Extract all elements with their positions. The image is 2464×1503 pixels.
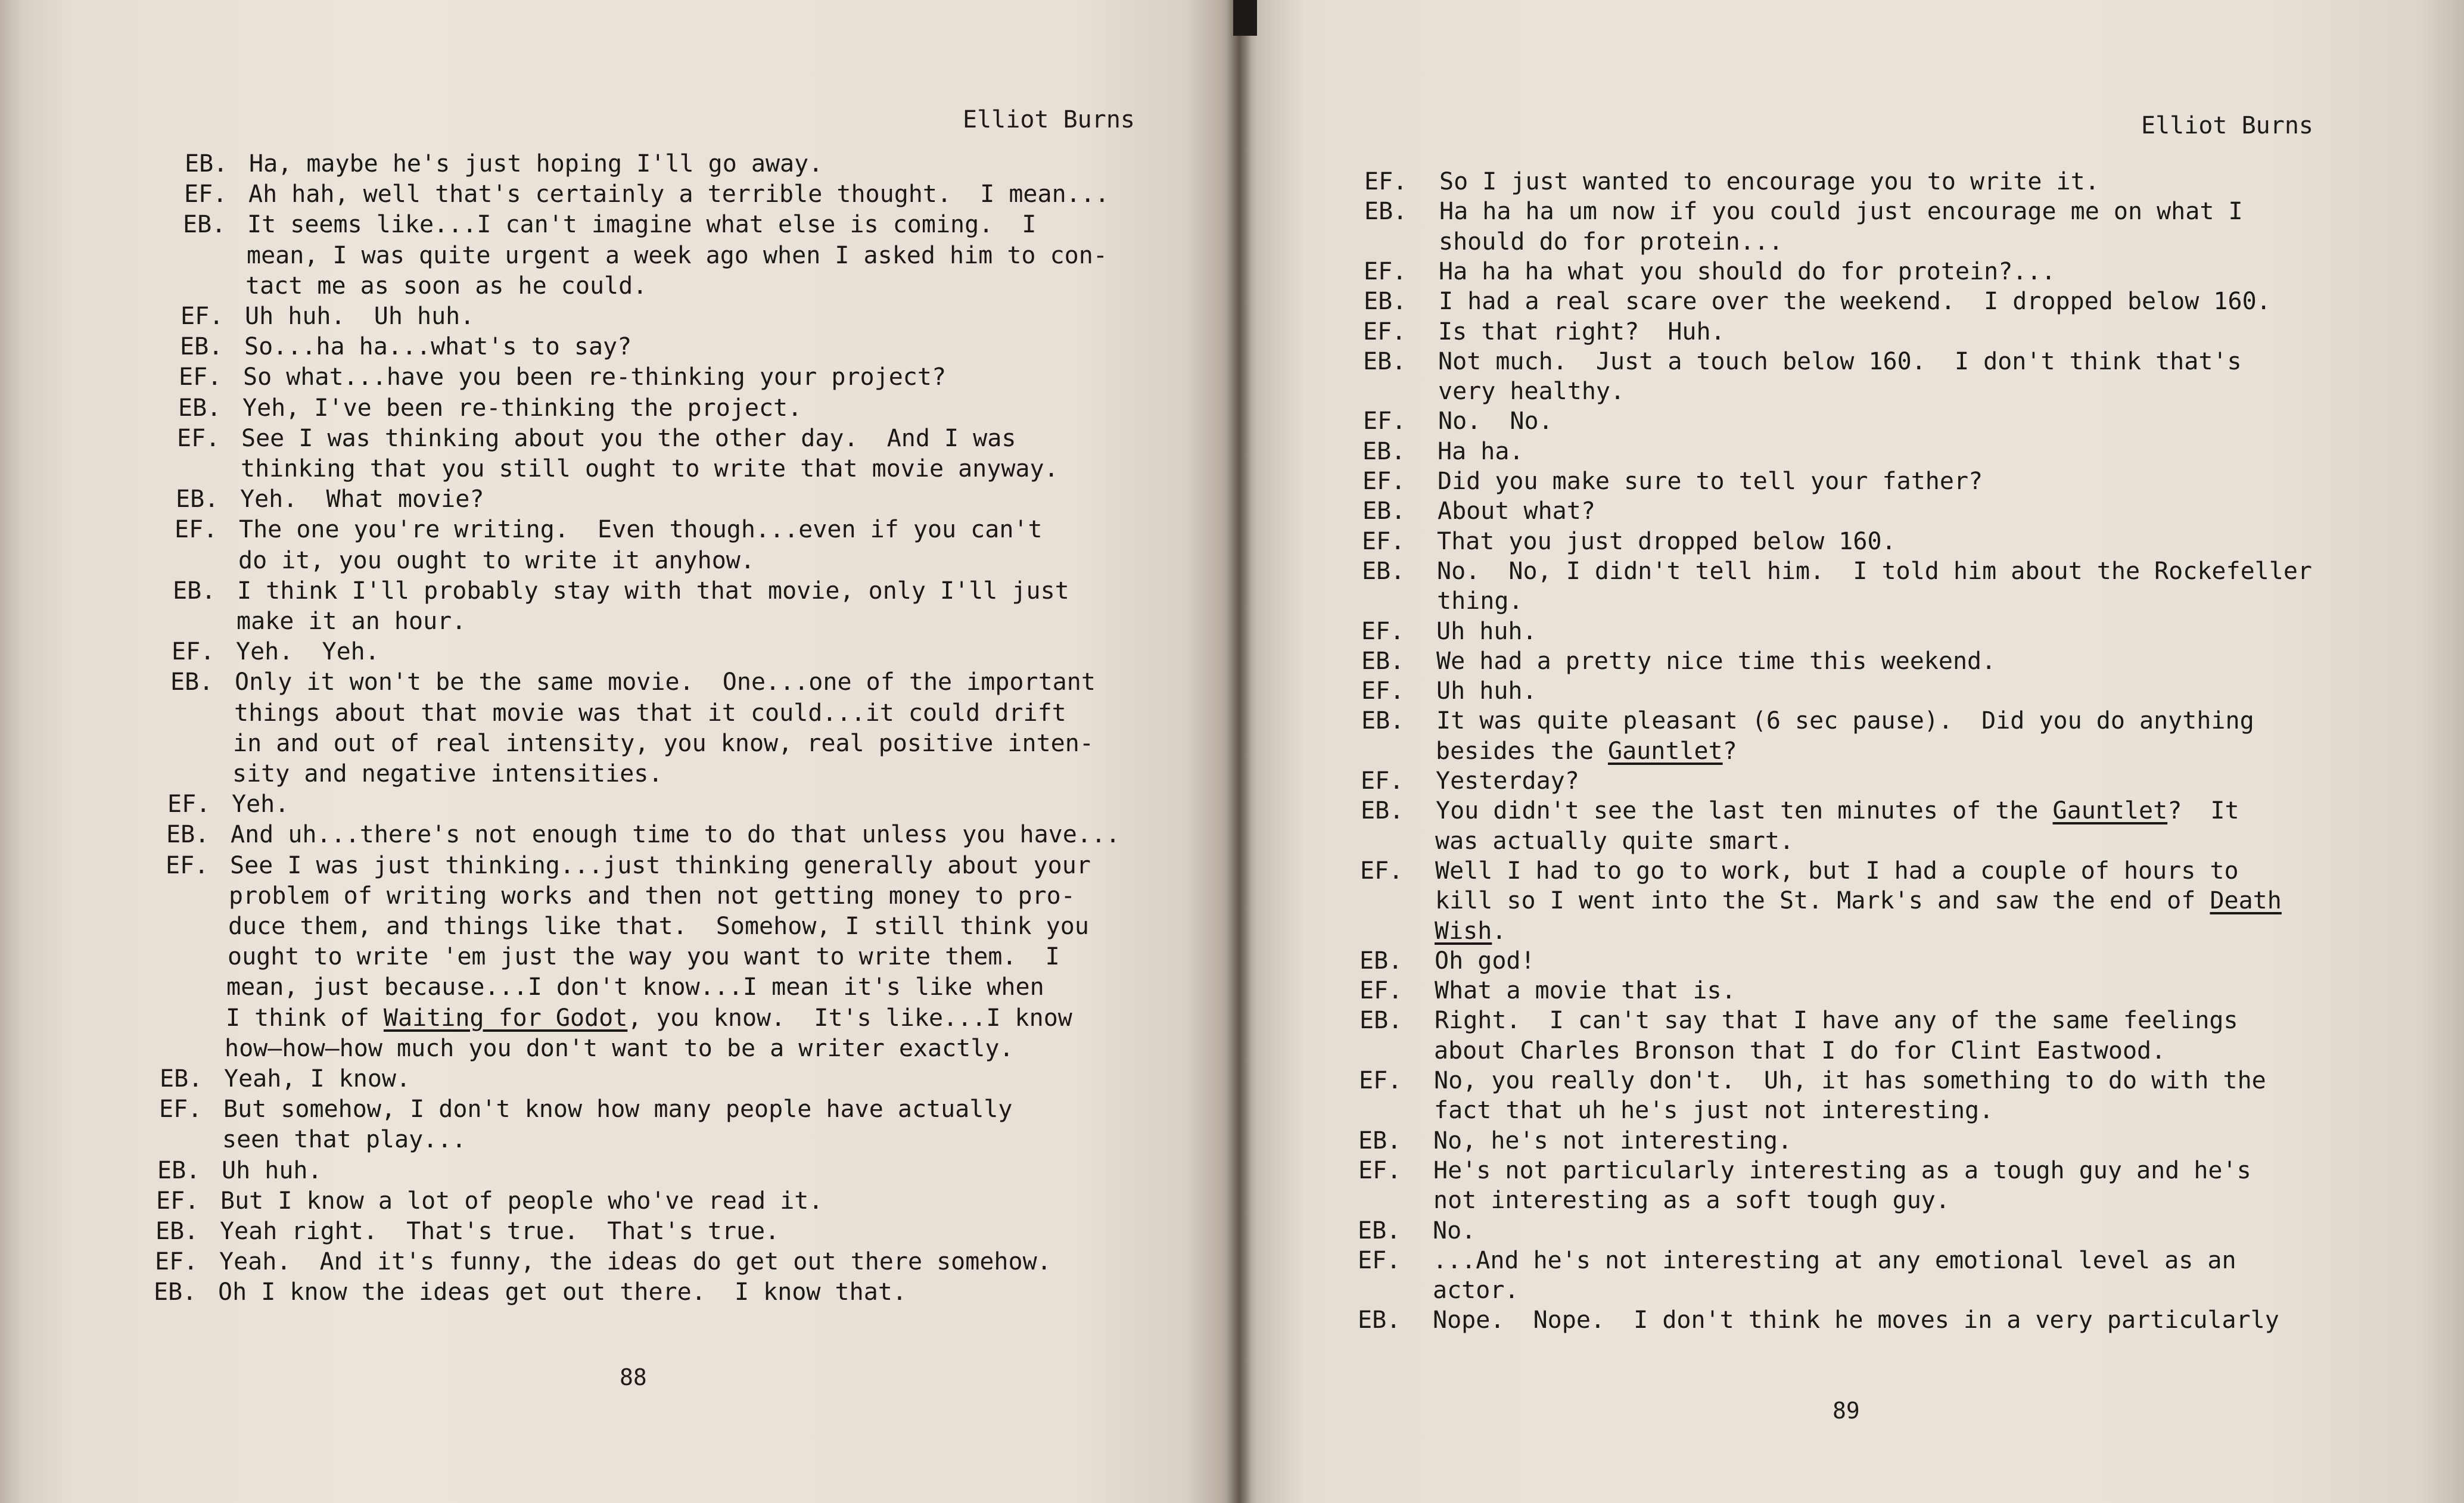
utterance-text: Yeah right. That's true. That's true. xyxy=(220,1218,780,1245)
speaker-label: EF. xyxy=(179,363,222,391)
utterance-text: ...And he's not interesting at any emotional level as an xyxy=(1433,1246,2236,1274)
speaker-label: EB. xyxy=(160,1065,203,1093)
speaker-label: EB. xyxy=(1361,647,1405,675)
utterance-text: Well I had to go to work, but I had a couple of hours to xyxy=(1435,857,2239,885)
utterance-text: That you just dropped below 160. xyxy=(1437,527,1896,555)
right-page-number: 89 xyxy=(1833,1398,1860,1424)
underlined-title: Death xyxy=(2210,887,2282,915)
speaker-label: EB. xyxy=(1359,947,1403,975)
utterance-text: We had a pretty nice time this weekend. xyxy=(1436,647,1996,675)
speaker-label: EF. xyxy=(1359,977,1403,1005)
left-page-number: 88 xyxy=(620,1364,647,1390)
utterance-text: Is that right? Huh. xyxy=(1438,318,1725,346)
speaker-label: EF. xyxy=(1361,677,1405,705)
utterance-text: No. No, I didn't tell him. I told him about the Rockefeller xyxy=(1437,557,2313,585)
utterance-text: But I know a lot of people who've read it. xyxy=(220,1187,823,1215)
speaker-label: EB. xyxy=(1363,347,1407,375)
speaker-label: EB. xyxy=(155,1218,199,1245)
utterance-text: Ah hah, well that's certainly a terrible thought. I mean... xyxy=(248,181,1109,209)
utterance-text: Not much. Just a touch below 160. I don't think that's xyxy=(1438,347,2242,375)
right-running-head: Elliot Burns xyxy=(2141,112,2313,139)
utterance-text-before: kill so I went into the St. Mark's and saw the end of xyxy=(1435,887,2210,915)
speaker-label: EB. xyxy=(1364,288,1407,316)
utterance-text: mean, I was quite urgent a week ago when I asked him to con- xyxy=(247,241,1107,269)
speaker-label: EB. xyxy=(1362,557,1405,585)
speaker-label: EB. xyxy=(154,1278,197,1306)
utterance-text: See I was thinking about you the other day. And I was xyxy=(241,424,1016,452)
utterance-text: Yeah. And it's funny, the ideas do get out there somehow. xyxy=(219,1248,1051,1276)
utterance-text: very healthy. xyxy=(1438,378,1625,406)
utterance-text: tact me as soon as he could. xyxy=(245,272,648,300)
underlined-title: Gauntlet xyxy=(2052,797,2168,825)
speaker-label: EB. xyxy=(166,821,210,849)
book-gutter xyxy=(1227,0,1251,1503)
utterance-text: And uh...there's not enough time to do that unless you have... xyxy=(231,821,1121,849)
speaker-label: EB. xyxy=(1362,497,1406,525)
right-page xyxy=(1239,0,2464,1503)
underlined-title: Wish xyxy=(1435,917,1492,945)
speaker-label: EF. xyxy=(1363,407,1407,435)
speaker-label: EF. xyxy=(1364,168,1408,195)
utterance-text: Uh huh. xyxy=(1436,677,1537,705)
utterance-text: actor. xyxy=(1433,1277,1519,1305)
speaker-label: EB. xyxy=(170,668,214,696)
speaker-label: EF. xyxy=(175,516,218,544)
utterance-text: So I just wanted to encourage you to write it. xyxy=(1439,168,2099,195)
utterance-text xyxy=(1435,886,2282,916)
utterance-text: See I was just thinking...just thinking generally about your xyxy=(230,851,1091,879)
speaker-label: EB. xyxy=(173,577,216,605)
utterance-text: Yeah, I know. xyxy=(224,1065,411,1093)
speaker-label: EB. xyxy=(176,486,219,514)
utterance-text: Oh I know the ideas get out there. I know that. xyxy=(218,1278,907,1306)
utterance-text: Yeh. Yeh. xyxy=(236,638,379,666)
speaker-label: EF. xyxy=(167,791,211,819)
utterance-text: No, you really don't. Uh, it has something to do with the xyxy=(1434,1067,2266,1094)
speaker-label: EF. xyxy=(159,1096,203,1124)
underlined-title: Gauntlet xyxy=(1607,737,1723,765)
utterance-text-after: ? xyxy=(1722,737,1737,765)
speaker-label: EF. xyxy=(184,181,228,209)
utterance-text-before: besides the xyxy=(1436,737,1608,765)
utterance-text: Ha, maybe he's just hoping I'll go away. xyxy=(249,150,823,178)
utterance-text: Only it won't be the same movie. One...one of the important xyxy=(235,668,1096,696)
utterance-text xyxy=(1436,796,2239,826)
speaker-label: EB. xyxy=(1358,1306,1401,1334)
speaker-label: EB. xyxy=(1364,198,1408,226)
utterance-text: thing. xyxy=(1437,587,1523,615)
spine-shadow xyxy=(1233,0,1257,36)
utterance-text: Yeh. What movie? xyxy=(240,486,484,514)
utterance-text: No. xyxy=(1433,1216,1476,1244)
speaker-label: EF. xyxy=(1358,1246,1401,1274)
utterance-text: not interesting as a soft tough guy. xyxy=(1433,1187,1950,1215)
utterance-text: in and out of real intensity, you know, real positive inten- xyxy=(233,729,1094,757)
speaker-label: EF. xyxy=(172,638,215,666)
utterance-text: It was quite pleasant (6 sec pause). Did you do anything xyxy=(1436,707,2254,735)
utterance-text: make it an hour. xyxy=(237,608,466,635)
utterance-text-before: You didn't see the last ten minutes of the xyxy=(1436,797,2053,825)
utterance-text: ought to write 'em just the way you want to write them. I xyxy=(228,943,1060,971)
utterance-text-after: ? It xyxy=(2167,797,2239,825)
speaker-label: EF. xyxy=(1362,468,1406,495)
utterance-text: Uh huh. Uh huh. xyxy=(245,303,475,330)
speaker-label: EB. xyxy=(180,333,223,361)
utterance-text xyxy=(1436,736,1737,766)
utterance-text: About what? xyxy=(1438,497,1595,525)
speaker-label: EF. xyxy=(1361,767,1404,795)
left-running-head: Elliot Burns xyxy=(963,106,1135,133)
speaker-label: EF. xyxy=(1363,318,1407,346)
speaker-label: EF. xyxy=(156,1187,200,1215)
utterance-text: about Charles Bronson that I do for Clint Eastwood. xyxy=(1434,1037,2166,1065)
speaker-label: EB. xyxy=(178,394,222,422)
utterance-text: It seems like...I can't imagine what else is coming. I xyxy=(247,211,1037,239)
speaker-label: EB. xyxy=(1361,797,1404,825)
utterance-text: So what...have you been re-thinking your project? xyxy=(243,363,947,391)
utterance-text: But somehow, I don't know how many people have actually xyxy=(223,1096,1013,1124)
speaker-label: EB. xyxy=(1359,1007,1403,1035)
utterance-text: problem of writing works and then not getting money to pro- xyxy=(229,882,1075,910)
utterance-text: should do for protein... xyxy=(1439,228,1783,256)
utterance-text: Oh god! xyxy=(1435,947,1535,975)
speaker-label: EF. xyxy=(1362,527,1405,555)
speaker-label: EB. xyxy=(1358,1127,1402,1155)
utterance-text: What a movie that is. xyxy=(1435,977,1736,1005)
utterance-text: No, he's not interesting. xyxy=(1433,1127,1793,1155)
utterance-text: thinking that you still ought to write that movie anyway. xyxy=(241,455,1059,483)
speaker-label: EB. xyxy=(157,1156,201,1184)
utterance-text: He's not particularly interesting as a tough guy and he's xyxy=(1433,1156,2251,1184)
speaker-label: EF. xyxy=(177,424,220,452)
utterance-text: things about that movie was that it could...it could drift xyxy=(234,699,1066,727)
utterance-text: The one you're writing. Even though...even if you can't xyxy=(239,516,1043,544)
utterance-text xyxy=(226,1003,1072,1033)
utterance-text: I had a real scare over the weekend. I dropped below 160. xyxy=(1439,288,2271,316)
speaker-label: EF. xyxy=(1364,257,1407,285)
utterance-text: Ha ha ha um now if you could just encourage me on what I xyxy=(1439,198,2243,226)
underlined-title: Waiting for Godot xyxy=(383,1004,628,1032)
utterance-text: Right. I can't say that I have any of the same feelings xyxy=(1435,1007,2238,1035)
utterance-text: sity and negative intensities. xyxy=(232,760,663,788)
utterance-text: I think I'll probably stay with that movie, only I'll just xyxy=(237,577,1069,605)
speaker-label: EB. xyxy=(183,211,226,239)
speaker-label: EF. xyxy=(1358,1156,1402,1184)
speaker-label: EF. xyxy=(181,303,224,330)
utterance-text: So...ha ha...what's to say? xyxy=(244,333,632,361)
speaker-label: EF. xyxy=(1359,1067,1402,1094)
utterance-text: fact that uh he's just not interesting. xyxy=(1434,1097,1994,1125)
utterance-text: seen that play... xyxy=(222,1126,466,1154)
utterance-text: No. No. xyxy=(1438,407,1553,435)
utterance-text: Uh huh. xyxy=(1436,617,1537,645)
utterance-text: Ha ha ha what you should do for protein?... xyxy=(1439,257,2056,285)
utterance-text: duce them, and things like that. Somehow, I still think you xyxy=(228,913,1089,940)
utterance-text: Did you make sure to tell your father? xyxy=(1438,468,1983,495)
utterance-text xyxy=(1435,916,1506,946)
utterance-text-after: , you know. It's like...I know xyxy=(627,1004,1072,1032)
utterance-text: Yesterday? xyxy=(1436,767,1579,795)
utterance-text: how—how—how much you don't want to be a writer exactly. xyxy=(225,1034,1014,1062)
speaker-label: EF. xyxy=(1360,857,1404,885)
utterance-text: do it, you ought to write it anyhow. xyxy=(238,546,755,574)
speaker-label: EF. xyxy=(1361,617,1405,645)
utterance-text-after: . xyxy=(1492,917,1507,945)
speaker-label: EB. xyxy=(1361,707,1405,735)
speaker-label: EB. xyxy=(185,150,228,178)
utterance-text: Ha ha. xyxy=(1438,437,1524,465)
speaker-label: EF. xyxy=(166,851,209,879)
speaker-label: EF. xyxy=(155,1248,198,1276)
speaker-label: EB. xyxy=(1358,1216,1401,1244)
utterance-text: mean, just because...I don't know...I mean it's like when xyxy=(226,973,1044,1001)
utterance-text: Uh huh. xyxy=(222,1156,322,1184)
speaker-label: EB. xyxy=(1362,437,1406,465)
utterance-text: Nope. Nope. I don't think he moves in a very particularly xyxy=(1433,1306,2279,1334)
utterance-text: was actually quite smart. xyxy=(1435,827,1794,855)
utterance-text: Yeh, I've been re-thinking the project. xyxy=(242,394,802,422)
utterance-text-before: I think of xyxy=(226,1004,384,1032)
utterance-text: Yeh. xyxy=(232,791,290,819)
